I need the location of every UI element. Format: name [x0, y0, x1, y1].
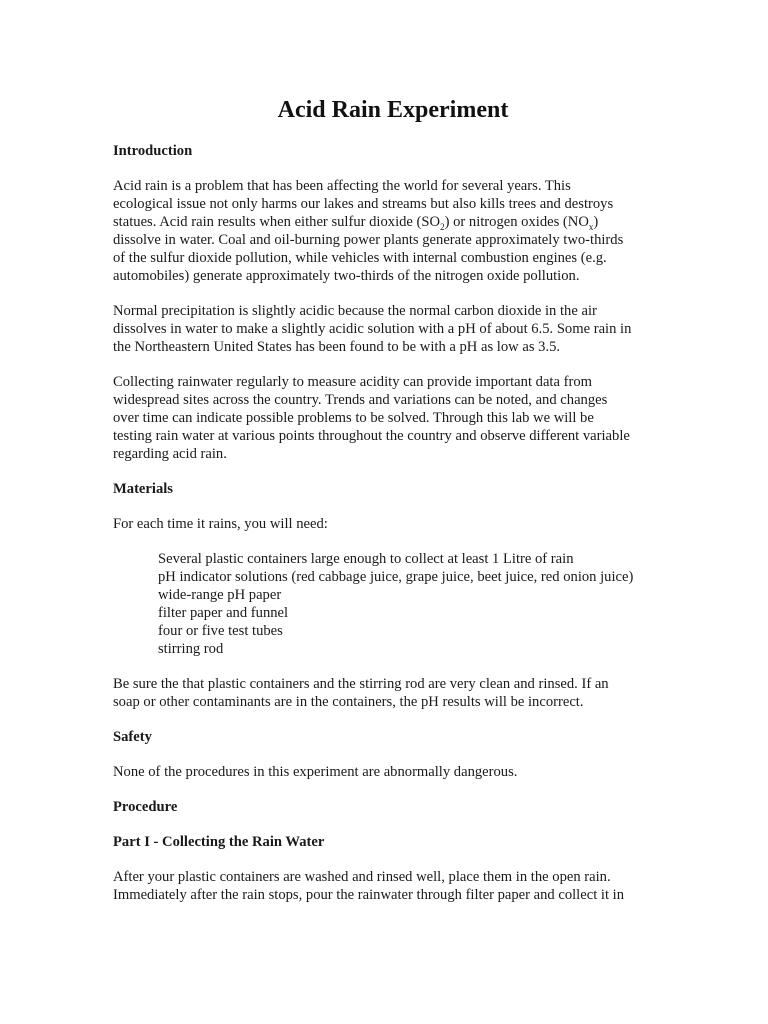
introduction-heading: Introduction: [113, 143, 193, 159]
introduction-paragraph-2: [113, 302, 673, 356]
intro-p1-line-3: statues. Acid rain results when either sulfur dioxide $(SO_2)$ or nitrogen oxides $(NO_x)$: [113, 214, 599, 232]
introduction-paragraph-3: [113, 373, 673, 463]
materials-note: [113, 675, 673, 711]
materials-list-item: wide-range pH paper: [158, 587, 282, 603]
introduction-paragraph-1: [113, 177, 673, 285]
materials-list-item: four or five test tubes: [158, 623, 283, 639]
intro-p1-line-4: dissolve in water. Coal and oil-burning power plants generate approximately two-thirds: [113, 232, 624, 248]
safety-text: None of the procedures in this experiment are abnormally dangerous.: [113, 764, 518, 780]
materials-list-item: stirring rod: [158, 641, 224, 657]
intro-p1-line-6: automobiles) generate approximately two-thirds of the nitrogen oxide pollution.: [113, 268, 580, 284]
intro-p3-line-3: over time can indicate possible problems to be solved. Through this lab we will be: [113, 410, 594, 426]
materials-list: [113, 550, 673, 658]
procedure-part1-line-1: After your plastic containers are washed and rinsed well, place them in the open rain.: [113, 869, 611, 885]
intro-p2-line-3: the Northeastern United States has been found to be with a pH as low as 3.5.: [113, 339, 561, 355]
intro-p1-line-1: Acid rain is a problem that has been affecting the world for several years. This: [113, 178, 571, 194]
intro-p3-line-5: regarding acid rain.: [113, 446, 227, 462]
intro-p1-line-2: ecological issue not only harms our lakes and streams but also kills trees and destroys: [113, 196, 614, 212]
procedure-part1-heading: Part I - Collecting the Rain Water: [113, 834, 325, 850]
intro-p2-line-1: Normal precipitation is slightly acidic because the normal carbon dioxide in the air: [113, 303, 597, 319]
intro-p2-line-2: dissolves in water to make a slightly acidic solution with a pH of about 6.5. Some rain in: [113, 321, 632, 337]
materials-heading: Materials: [113, 481, 173, 497]
procedure-part1-text: [113, 868, 673, 904]
materials-note-line-1: Be sure the that plastic containers and the stirring rod are very clean and rinsed. If an: [113, 676, 609, 692]
procedure-heading: Procedure: [113, 799, 178, 815]
document-content: [113, 95, 673, 904]
materials-list-item: pH indicator solutions (red cabbage juice, grape juice, beet juice, red onion juice): [158, 569, 634, 585]
intro-p3-line-2: widespread sites across the country. Trends and variations can be noted, and changes: [113, 392, 608, 408]
intro-p3-line-4: testing rain water at various points throughout the country and observe different variable: [113, 428, 630, 444]
materials-note-line-2: soap or other contaminants are in the containers, the pH results will be incorrect.: [113, 694, 584, 710]
intro-p3-line-1: Collecting rainwater regularly to measure acidity can provide important data from: [113, 374, 592, 390]
safety-heading: Safety: [113, 729, 152, 745]
intro-p1-line-5: of the sulfur dioxide pollution, while vehicles with internal combustion engines (e.g.: [113, 250, 607, 266]
document-title: Acid Rain Experiment: [277, 97, 509, 123]
materials-list-item: filter paper and funnel: [158, 605, 289, 621]
materials-intro: For each time it rains, you will need:: [113, 516, 328, 532]
procedure-part1-line-2: Immediately after the rain stops, pour the rainwater through filter paper and collect it in: [113, 887, 625, 903]
materials-list-item: Several plastic containers large enough to collect at least 1 Litre of rain: [158, 551, 574, 567]
